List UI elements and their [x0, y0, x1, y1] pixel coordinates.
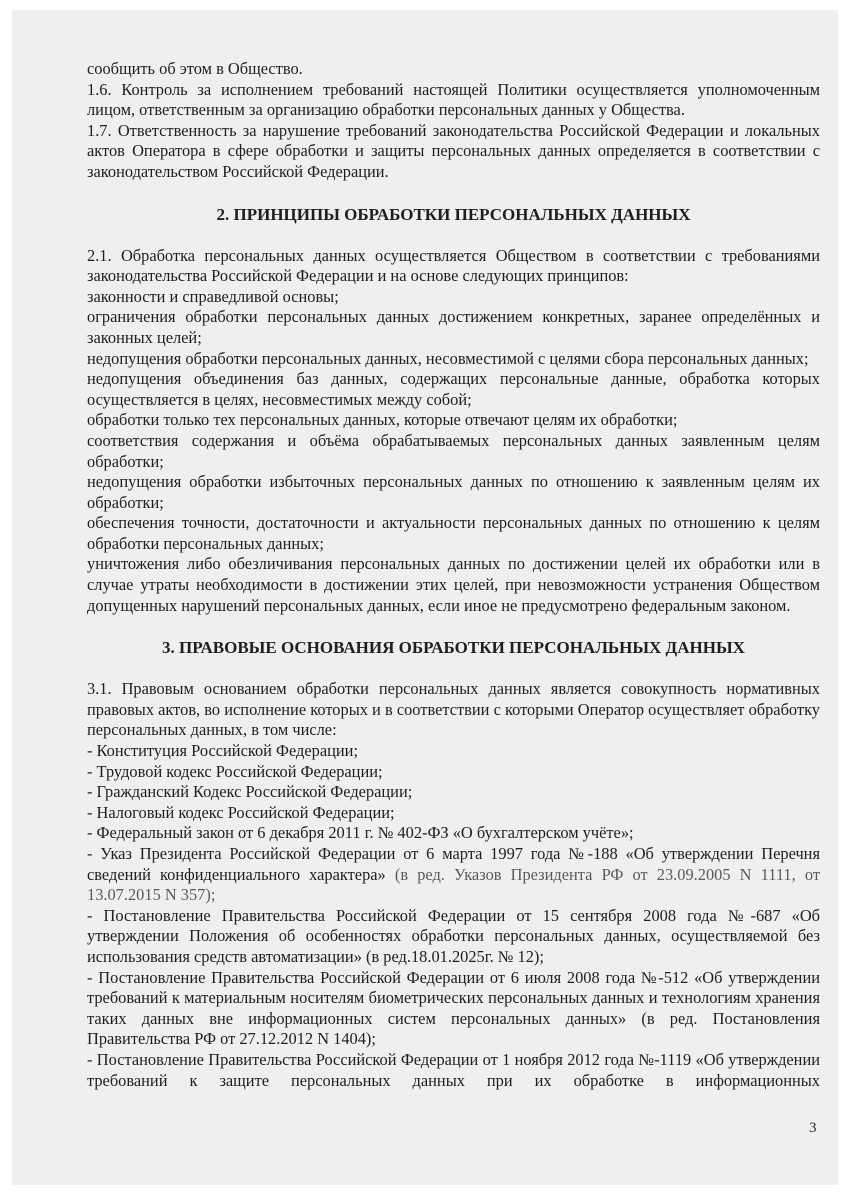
paragraph-1-7: 1.7. Ответственность за нарушение требований законодательства Российской Федерации и локальных актов Оператора в сфере обработки и защиты персональных данных определяется в соответствии с законодательством Российской Федерации.	[87, 120, 820, 181]
paragraph-3-1: 3.1. Правовым основанием обработки персональных данных является совокупность нормативных правовых актов, во исполнение которых и в соответствии с которыми Оператор осуществляет обработку персональных данных, в том числе:	[87, 679, 820, 740]
legal-basis-item: - Федеральный закон от 6 декабря 2011 г. № 402-ФЗ «О бухгалтерском учёте»;	[87, 823, 634, 843]
legal-basis-item: - Налоговый кодекс Российской Федерации;	[87, 802, 395, 822]
legal-basis-item: - Трудовой кодекс Российской Федерации;	[87, 761, 383, 781]
principle-item: обеспечения точности, достаточности и актуальности персональных данных по отношению к целям обработки персональных данных;	[87, 513, 820, 553]
ukaz-edition-note: (в ред. Указов Президента РФ от 23.09.2005 N 1111, от 13.07.2015 N 357);	[87, 864, 820, 905]
principle-item: ограничения обработки персональных данных достижением конкретных, заранее определённых и законных целей;	[87, 307, 820, 347]
principle-item: недопущения обработки персональных данных, несовместимой с целями сбора персональных данных;	[87, 348, 809, 368]
legal-basis-item: - Постановление Правительства Российской Федерации от 6 июля 2008 года №-512 «Об утверждении требований к материальным носителям биометрических персональных данных и технологиям хранения таких данных вне информационных систем персональных данных» (в ред. Постановления Правительства РФ от 27.12.2012 N 1404);	[87, 967, 820, 1049]
principle-item: недопущения обработки избыточных персональных данных по отношению к заявленным целям их обработки;	[87, 472, 820, 512]
paragraph-2-1: 2.1. Обработка персональных данных осуществляется Обществом в соответствии с требованиями законодательства Российской Федерации и на основе следующих принципов:	[87, 245, 820, 286]
ukaz-text: - Указ Президента Российской Федерации от 6 марта 1997 года №-188 «Об утверждении Перечня сведений конфиденциального характера»	[87, 844, 820, 884]
page-content	[87, 59, 820, 1091]
principle-item: законности и справедливой основы;	[87, 286, 339, 306]
document-page	[12, 10, 838, 1185]
section-3-heading: 3. ПРАВОВЫЕ ОСНОВАНИЯ ОБРАБОТКИ ПЕРСОНАЛЬНЫХ ДАННЫХ	[162, 638, 745, 658]
paragraph-1-6: 1.6. Контроль за исполнением требований настоящей Политики осуществляется уполномоченным лицом, ответственным за организацию обработки персональных данных у Общества.	[87, 79, 820, 120]
legal-basis-item-ukaz	[87, 844, 820, 906]
principle-item: соответствия содержания и объёма обрабатываемых персональных данных заявленным целям обработки;	[87, 430, 820, 471]
paragraph: сообщить об этом в Общество.	[87, 59, 303, 78]
principle-item: обработки только тех персональных данных, которые отвечают целям их обработки;	[87, 410, 678, 430]
principle-item: уничтожения либо обезличивания персональных данных по достижении целей их обработки или в случае утраты необходимости в достижении этих целей, при невозможности устранения Обществом допущенных нарушений персональных данных, если иное не предусмотрено федеральным законом.	[87, 554, 820, 615]
section-2-heading: 2. ПРИНЦИПЫ ОБРАБОТКИ ПЕРСОНАЛЬНЫХ ДАННЫХ	[216, 204, 691, 224]
legal-basis-item: - Постановление Правительства Российской Федерации от 1 ноября 2012 года №-1119 «Об утверждении требований к защите персональных данных при их обработке в информационных	[87, 1049, 820, 1090]
legal-basis-item: - Постановление Правительства Российской Федерации от 15 сентября 2008 года №-687 «Об утверждении Положения об особенностях обработки персональных данных, осуществляемой без использования средств автоматизации» (в ред.18.01.2025г. № 12);	[87, 905, 820, 966]
page-number: 3	[809, 1120, 817, 1136]
legal-basis-item: - Гражданский Кодекс Российской Федерации;	[87, 782, 413, 802]
legal-basis-item: - Конституция Российской Федерации;	[87, 741, 359, 761]
principle-item: недопущения объединения баз данных, содержащих персональные данные, обработка которых осуществляется в целях, несовместимых между собой;	[87, 369, 820, 409]
